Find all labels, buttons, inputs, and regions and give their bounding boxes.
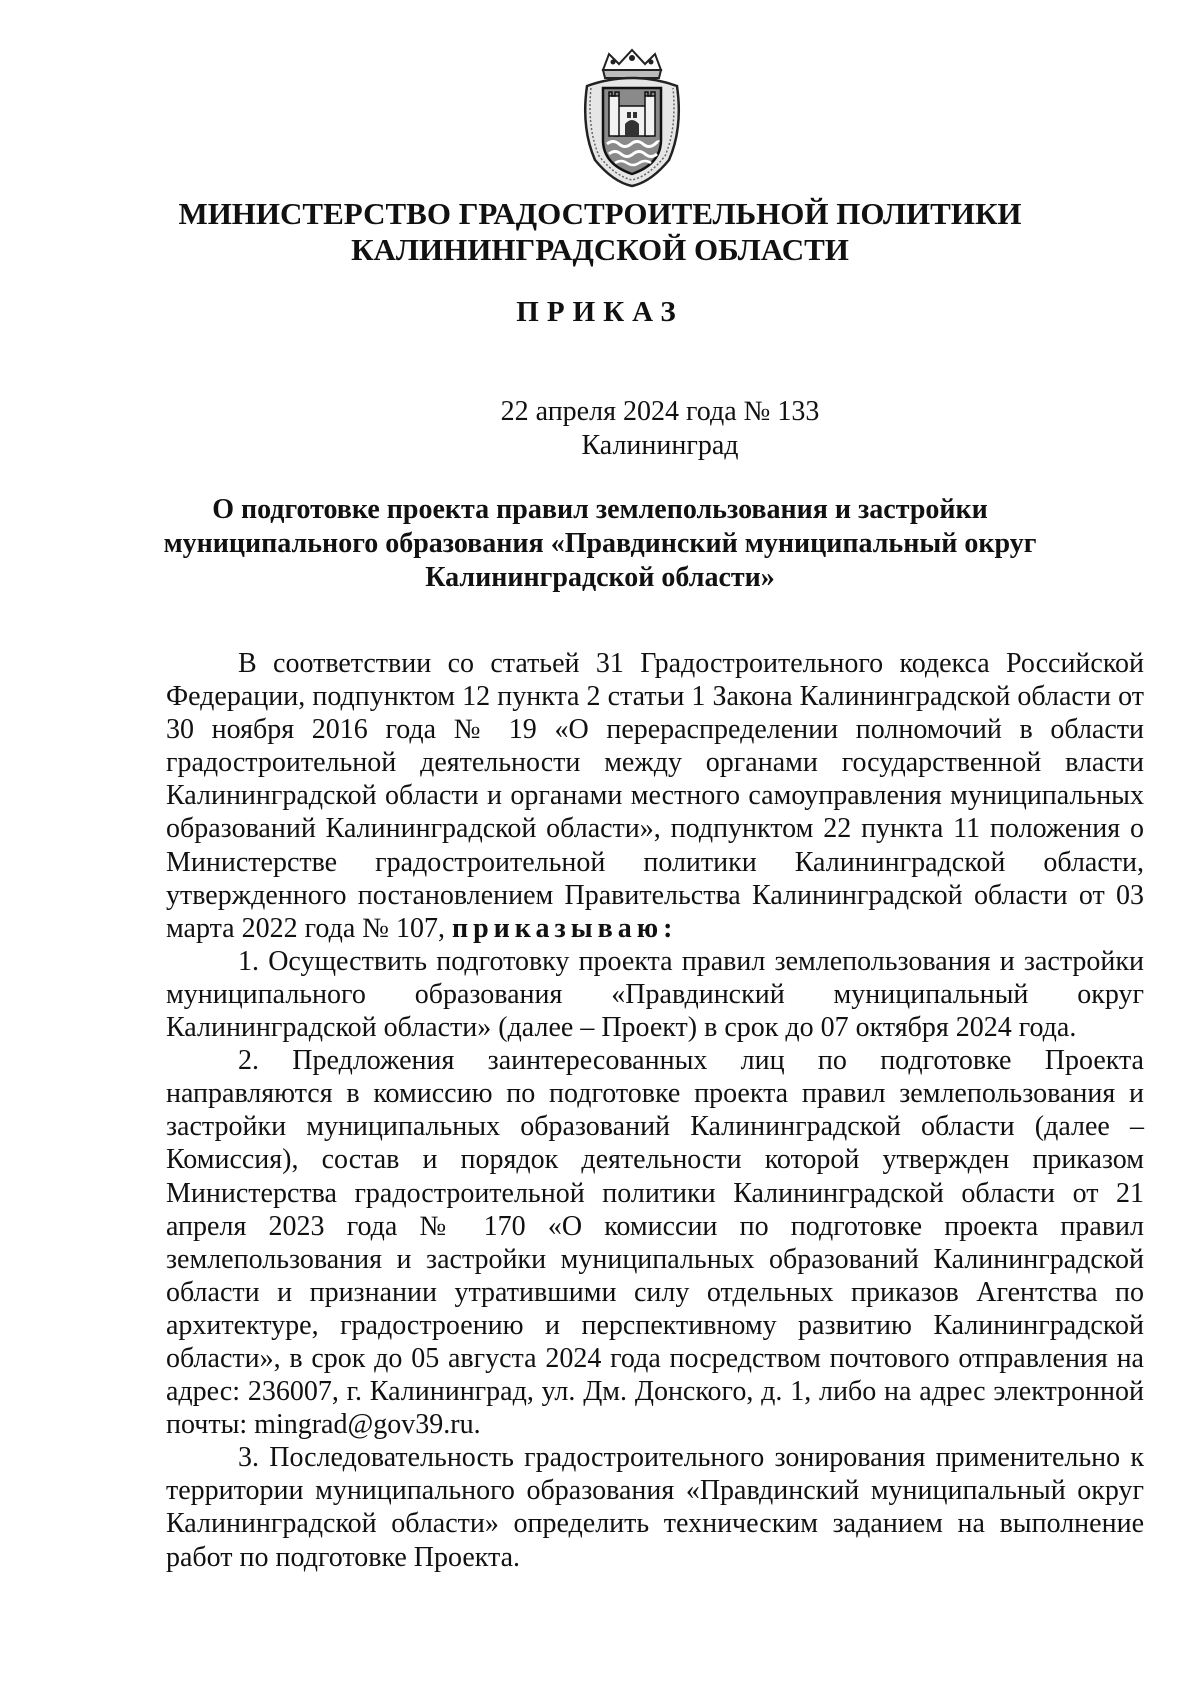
coat-of-arms-emblem (573, 48, 691, 188)
order-city: Калининград (581, 430, 739, 461)
order-details (480, 395, 840, 463)
order-item-1: 1. Осуществить подготовку проекта правил землепользования и застройки муниципального образования «Правдинский муниципальный округ Калининградской области» (далее – Проект) в срок до 07 октября 2024 года. (166, 945, 1144, 1044)
order-subject (0, 493, 1200, 595)
order-item-2: 2. Предложения заинтересованных лиц по подготовке Проекта направляются в комиссию по подготовке проекта правил землепользования и застройки муниципальных образований Калининградской области (далее – Комиссия), состав и порядок деятельности которой утвержден приказом Министерства градостроительной политики Калининградской области от 21 апреля 2023 года № 170 «О комиссии по подготовке проекта правил землепользования и застройки муниципальных образований Калининградской области и признании утратившими силу отдельных приказов Агентства по архитектуре, градостроению и перспективному развитию Калининградской области», в срок до 05 августа 2024 года посредством почтового отправления на адрес: 236007, г. Калининград, ул. Дм. Донского, д. 1, либо на адрес электронной почты: mingrad@gov39.ru. (166, 1045, 1144, 1441)
decree-word: приказываю: (451, 912, 678, 944)
order-date-number: 22 апреля 2024 года № 133 (500, 396, 820, 427)
order-body (166, 647, 1144, 1574)
order-subject-line3: Калининградской области» (425, 562, 775, 593)
ministry-name (0, 196, 1200, 268)
order-subject-line1: О подготовке проекта правил землепользования и застройки (212, 494, 988, 525)
preamble-paragraph (166, 647, 1144, 945)
order-item-3: 3. Последовательность градостроительного зонирования применительно к территории муниципального образования «Правдинский муниципальный округ Калининградской области» определить техническим заданием на выполнение работ по подготовке Проекта. (166, 1442, 1144, 1573)
ministry-name-line2: КАЛИНИНГРАДСКОЙ ОБЛАСТИ (351, 232, 849, 267)
order-subject-line2: муниципального образования «Правдинский муниципальный округ (163, 528, 1037, 559)
ministry-name-line1: МИНИСТЕРСТВО ГРАДОСТРОИТЕЛЬНОЙ ПОЛИТИКИ (178, 196, 1022, 231)
preamble-text: В соответствии со статьей 31 Градостроительного кодекса Российской Федерации, подпунктом 12 пункта 2 статьи 1 Закона Калининградской области от 30 ноября 2016 года № 19 «О перераспределении полномочий в области градостроительной деятельности между органами государственной власти Калининградской области и органами местного самоуправления муниципальных образований Калининградской области», подпунктом 22 пункта 11 положения о Министерстве градостроительной политики Калининградской области, утвержденного постановлением Правительства Калининградской области от 03 марта 2022 года № 107, (166, 648, 1144, 944)
document-type-title: ПРИКАЗ (516, 296, 684, 328)
